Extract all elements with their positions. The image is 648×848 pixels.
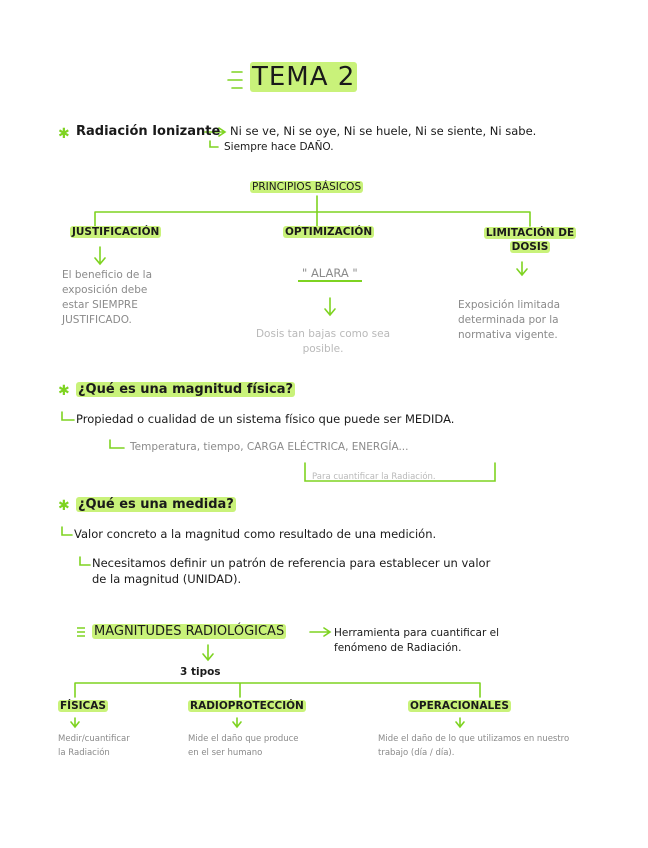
q1-examples: Temperatura, tiempo, CARGA ELÉCTRICA, ENERGÍA... bbox=[130, 441, 409, 453]
magnitude-operacionales-desc: Mide el daño de lo que utilizamos en nuestro trabajo (día / día). bbox=[378, 734, 570, 758]
ionizing-sub: Siempre hace DAÑO. bbox=[224, 141, 334, 153]
ionizing-label: Radiación Ionizante bbox=[76, 124, 221, 139]
magnitude-radioproteccion-desc: Mide el daño que produce en el ser humano bbox=[188, 734, 299, 758]
q2-need-line2: de la magnitud (UNIDAD). bbox=[92, 572, 242, 586]
magnitude-radioproteccion-title: RADIOPROTECCIÓN bbox=[190, 700, 304, 712]
q2-question: ¿Qué es una medida? bbox=[78, 497, 234, 512]
principle-optimizacion-desc: Dosis tan bajas como sea posible. bbox=[255, 328, 391, 355]
asterisk-icon: ✱ bbox=[58, 498, 70, 514]
page-title: TEMA 2 bbox=[252, 62, 356, 92]
principle-limitacion-desc: Exposición limitada determinada por la normativa vigente. bbox=[458, 299, 561, 341]
asterisk-icon: ✱ bbox=[58, 126, 70, 142]
alara-badge: " ALARA " bbox=[298, 266, 362, 280]
principles-header: PRINCIPIOS BÁSICOS bbox=[252, 181, 362, 193]
magnitude-operacionales-title: OPERACIONALES bbox=[410, 700, 509, 712]
q2-answer: Valor concreto a la magnitud como resultado de una medición. bbox=[74, 527, 437, 541]
principle-justificacion-title: JUSTIFICACIÓN bbox=[72, 226, 160, 238]
magnitudes-header: MAGNITUDES RADIOLÓGICAS bbox=[94, 624, 285, 639]
q1-note: Para cuantificar la Radiación. bbox=[312, 472, 436, 482]
principle-justificacion-desc: El beneficio de la exposición debe estar SIEMPRE JUSTIFICADO. bbox=[62, 269, 153, 326]
magnitudes-types: 3 tipos bbox=[180, 666, 221, 678]
q1-question: ¿Qué es una magnitud física? bbox=[78, 382, 294, 397]
ionizing-desc: Ni se ve, Ni se oye, Ni se huele, Ni se siente, Ni sabe. bbox=[230, 124, 537, 138]
magnitudes-desc: Herramienta para cuantificar el fenómeno de Radiación. bbox=[334, 627, 499, 654]
q2-need-line1: Necesitamos definir un patrón de referencia para establecer un valor bbox=[92, 556, 491, 570]
q1-answer: Propiedad o cualidad de un sistema físico que puede ser MEDIDA. bbox=[76, 412, 455, 426]
principle-limitacion-title: LIMITACIÓN DE DOSIS bbox=[485, 227, 575, 253]
principle-optimizacion-title: OPTIMIZACIÓN bbox=[285, 226, 373, 238]
magnitude-fisicas-title: FÍSICAS bbox=[60, 700, 106, 712]
asterisk-icon: ✱ bbox=[58, 383, 70, 399]
magnitude-fisicas-desc: Medir/cuantificar la Radiación bbox=[58, 734, 130, 758]
